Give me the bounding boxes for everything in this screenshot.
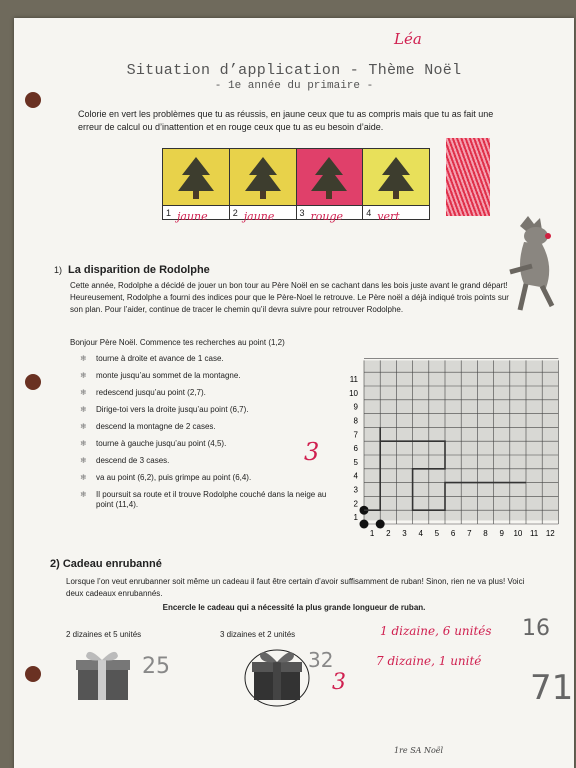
step-item: ❄ redescend jusqu’au point (2,7). — [80, 388, 330, 398]
section2-title: 2) Cadeau enrubanné — [50, 558, 162, 570]
step-item: ❄ Il poursuit sa route et il trouve Rodolphe couché dans la neige au point (11,4). — [80, 490, 330, 510]
christmas-tree-icon — [243, 155, 283, 201]
worksheet-page — [14, 18, 574, 768]
step-item: ❄ tourne à droite et avance de 1 case. — [80, 354, 330, 364]
x-tick-label: 5 — [434, 529, 440, 538]
y-tick-label: 7 — [353, 430, 358, 440]
binder-hole — [25, 666, 41, 682]
cell-handwritten-note: vert — [377, 210, 400, 223]
start-point-marker — [376, 520, 385, 529]
page-title: Situation d’application - Thème Noël — [126, 62, 462, 79]
gift-box-icon — [74, 648, 134, 704]
x-tick-label: 10 — [513, 529, 523, 538]
step-item: ❄ monte jusqu’au sommet de la montagne. — [80, 371, 330, 381]
cell-number: 2 — [232, 208, 238, 218]
tree-cell — [363, 149, 429, 223]
step-item: ❄ Dirige-toi vers la droite jusqu’au point (6,7). — [80, 405, 330, 415]
cell-number: 1 — [166, 208, 172, 218]
christmas-tree-icon — [176, 155, 216, 201]
binder-hole — [25, 374, 41, 390]
section1-heading: La disparition de Rodolphe — [68, 264, 210, 276]
y-tick-label: 1 — [353, 513, 358, 523]
step-item: ❄ descend de 3 cases. — [80, 456, 330, 466]
self-assessment-grid — [162, 148, 430, 223]
x-tick-label: 12 — [545, 529, 555, 538]
y-tick-label: 11 — [349, 375, 358, 385]
steps-list — [80, 354, 330, 517]
gift2-handwritten-value: 32 — [308, 648, 334, 672]
x-tick-label: 9 — [499, 529, 504, 538]
gift2-handwritten-mark: 3 — [332, 670, 346, 695]
total-value: 71 — [530, 668, 574, 708]
section1-greeting: Bonjour Père Noël. Commence tes recherches au point (1,2) — [70, 338, 285, 347]
page-subtitle: - 1e année du primaire - — [214, 80, 374, 92]
cell-number: 4 — [366, 208, 372, 218]
section1-intro: Cette année, Rodolphe a décidé de jouer un bon tour au Père Noël en se cachant dans les bois juste avant le grand départ! Heureusement, Rodolphe a fourni des indices pour que le Père-Noel le retrouve. Le Père noël a déjà indiqué trois points sur son plan. Pour l’aider, continue de tracer le chemin qu’il devra suivre pour retrouver Rodolphe. — [70, 281, 509, 314]
x-tick-label: 11 — [529, 529, 539, 538]
section1-title — [54, 264, 210, 276]
x-tick-label: 4 — [418, 529, 423, 538]
x-tick-label: 8 — [483, 529, 488, 538]
gift1-handwritten-value: 25 — [142, 654, 170, 679]
y-tick-label: 8 — [353, 416, 358, 426]
tree-cell — [297, 149, 364, 223]
y-tick-label: 3 — [353, 485, 358, 495]
christmas-tree-icon — [376, 155, 416, 201]
step-item: ❄ descend la montagne de 2 cases. — [80, 422, 330, 432]
christmas-tree-icon — [309, 155, 349, 201]
x-tick-label: 7 — [467, 529, 472, 538]
y-tick-label: 9 — [353, 402, 358, 412]
instructions: Colorie en vert les problèmes que tu as réussis, en jaune ceux que tu as compris mais que tu as fait une erreur de calcul ou d’inattention et en rouge ceux que tu as eu besoin d’aide. — [78, 109, 494, 132]
tree-cell — [230, 149, 297, 223]
cell-handwritten-note: jaune — [243, 210, 275, 223]
step-item: ❄ tourne à gauche jusqu’au point (4,5). — [80, 439, 330, 449]
cell-handwritten-note: rouge — [310, 210, 344, 223]
gift2-label: 3 dizaines et 2 unités — [220, 630, 296, 639]
handwritten-mark: 3 — [304, 438, 320, 466]
coordinate-grid — [320, 344, 560, 544]
x-tick-label: 1 — [369, 529, 375, 538]
red-scribble-swatch — [446, 138, 490, 216]
y-tick-label: 6 — [353, 444, 358, 454]
footer-note: 1re SA Noël — [394, 746, 444, 755]
answer2-text: 7 dizaine, 1 unité — [376, 654, 482, 668]
section2-task: Encercle le cadeau qui a nécessité la plus grande longueur de ruban. — [162, 603, 426, 612]
y-tick-label: 4 — [353, 471, 358, 481]
gift1-label: 2 dizaines et 5 unités — [66, 630, 142, 639]
answer1-number: 16 — [522, 616, 550, 641]
answer1-text: 1 dizaine, 6 unités — [380, 624, 492, 638]
gift-box-icon — [244, 646, 314, 708]
section1-number: 1) — [54, 265, 63, 275]
y-tick-label: 2 — [353, 499, 358, 509]
y-tick-label: 10 — [349, 388, 358, 398]
cell-number: 3 — [299, 208, 305, 218]
tree-cell — [163, 149, 230, 223]
x-tick-label: 3 — [402, 529, 407, 538]
start-point-marker — [360, 520, 369, 529]
binder-hole — [25, 92, 41, 108]
student-name: Léa — [394, 30, 422, 48]
x-tick-label: 6 — [450, 529, 456, 538]
y-tick-label: 5 — [353, 457, 358, 467]
step-item: ❄ va au point (6,2), puis grimpe au point (6,4). — [80, 473, 330, 483]
section2-intro: Lorsque l’on veut enrubanner soit même un cadeau il faut être certain d’avoir suffisamment de ruban! Sinon, rien ne va plus! Voici deux cadeaux enrubannés. — [66, 577, 525, 598]
cell-handwritten-note: jaune — [177, 210, 208, 223]
x-tick-label: 2 — [386, 529, 391, 538]
